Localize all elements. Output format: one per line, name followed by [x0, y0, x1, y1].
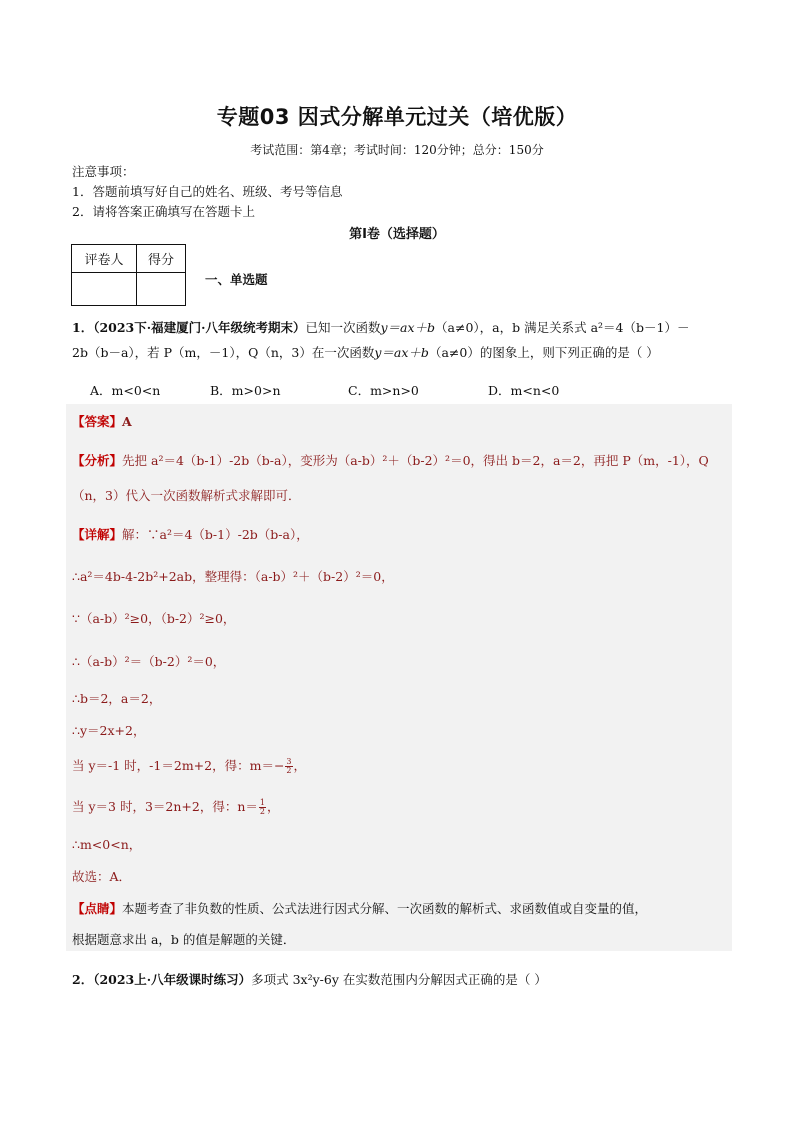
- analysis-text: 先把 a²＝4（b-1）-2b（b-a），变形为（a-b）²＋（b-2）²＝0，得出 b＝2，a＝2，再把 P（m，-1），Q: [122, 453, 709, 468]
- detail-text: 当 y＝-1 时，-1＝2m+2，得：m＝−: [72, 758, 285, 773]
- fraction-denominator: 2: [286, 766, 292, 775]
- notes-item: 2．请将答案正确填写在答题卡上: [72, 204, 255, 219]
- detail-line: ∵（a-b）²≥0，（b-2）²≥0，: [72, 611, 236, 626]
- fraction-numerator: 3: [286, 757, 292, 766]
- option-a[interactable]: A．m<0<n: [90, 383, 161, 398]
- detail-line: ∴（a-b）²＝（b-2）²＝0，: [72, 654, 226, 669]
- score-table-cell-score: [137, 273, 186, 306]
- analysis-line: [72, 486, 301, 504]
- question-1-line-2: [72, 340, 732, 365]
- analysis-text: （n，3）代入一次函数解析式求解即可．: [72, 488, 301, 503]
- detail-line: [72, 756, 306, 775]
- review-line: 根据题意求出 a，b 的值是解题的关键．: [72, 932, 296, 947]
- analysis-line: [72, 451, 709, 469]
- score-table-header-grader: 评卷人: [72, 245, 137, 273]
- score-table: [71, 244, 186, 306]
- question-1-equation: y＝ax＋b: [374, 345, 429, 360]
- detail-line: ∴y＝2x+2，: [72, 723, 146, 738]
- detail-line: [72, 525, 309, 543]
- fraction-numerator: 1: [259, 798, 265, 807]
- question-1-text: 已知一次函数: [305, 320, 381, 335]
- question-1-equation: y＝ax＋b: [380, 320, 436, 335]
- question-1-number: 1．: [72, 320, 94, 335]
- detail-text: ，: [293, 758, 307, 773]
- fraction-denominator: 2: [259, 807, 265, 816]
- part-label: 一、单选题: [205, 272, 268, 287]
- detail-line: ∴b＝2，a＝2，: [72, 691, 162, 706]
- page-title: 专题03 因式分解单元过关（培优版）: [216, 105, 578, 129]
- answer-tag: 【答案】: [72, 414, 123, 429]
- detail-text: ，: [267, 799, 280, 814]
- detail-line: 故选：A．: [72, 869, 132, 884]
- fraction: [285, 758, 292, 775]
- analysis-tag: 【分析】: [72, 453, 123, 468]
- review-line: [72, 899, 647, 917]
- question-2-source: （2023上·八年级课时练习）: [93, 972, 252, 987]
- fraction: [259, 799, 266, 816]
- review-tag: 【点睛】: [72, 901, 123, 916]
- score-table-header-score: 得分: [137, 245, 186, 273]
- question-2-text: 多项式 3x²y-6y 在实数范围内分解因式正确的是（ ）: [251, 972, 547, 987]
- detail-line: ∴a²＝4b-4-2b²+2ab，整理得：（a-b）²＋（b-2）²＝0，: [72, 569, 394, 584]
- notes-block: [72, 162, 342, 222]
- question-1-text: 2b（b－a），若 P（m，－1），Q（n，3）在一次函数: [72, 345, 375, 360]
- answer-value: A: [122, 414, 132, 429]
- exam-meta: 考试范围：第4章；考试时间：120分钟；总分：150分: [250, 143, 544, 157]
- review-text: 本题考查了非负数的性质、公式法进行因式分解、一次函数的解析式、求函数值或自变量的值，: [122, 901, 648, 916]
- question-1-source: （2023下·福建厦门·八年级统考期末）: [93, 320, 306, 335]
- question-2-number: 2．: [72, 972, 94, 987]
- question-2: [72, 970, 547, 988]
- detail-text: 解：∵a²＝4（b-1）-2b（b-a），: [122, 527, 309, 542]
- option-b[interactable]: B．m>0>n: [210, 383, 281, 398]
- section-title: 第I卷（选择题）: [349, 227, 445, 242]
- question-1-condition: （a≠0），a，b 满足关系式 a²＝4（b－1）－: [435, 320, 690, 335]
- notes-heading: 注意事项：: [72, 164, 135, 179]
- question-1-text: （a≠0）的图象上，则下列正确的是（ ）: [428, 345, 659, 360]
- detail-tag: 【详解】: [72, 527, 123, 542]
- option-d[interactable]: D．m<n<0: [488, 383, 560, 398]
- notes-item: 1．答题前填写好自己的姓名、班级、考号等信息: [72, 184, 343, 199]
- detail-text: 当 y＝3 时，3＝2n+2，得：n＝: [72, 799, 258, 814]
- detail-line: [72, 797, 280, 816]
- question-1-line-1: [72, 315, 732, 340]
- question-1: [72, 315, 732, 365]
- answer-line: [72, 412, 132, 430]
- score-table-cell-grader: [72, 273, 137, 306]
- detail-line: ∴m<0<n，: [72, 837, 142, 852]
- option-c[interactable]: C．m>n>0: [348, 383, 419, 398]
